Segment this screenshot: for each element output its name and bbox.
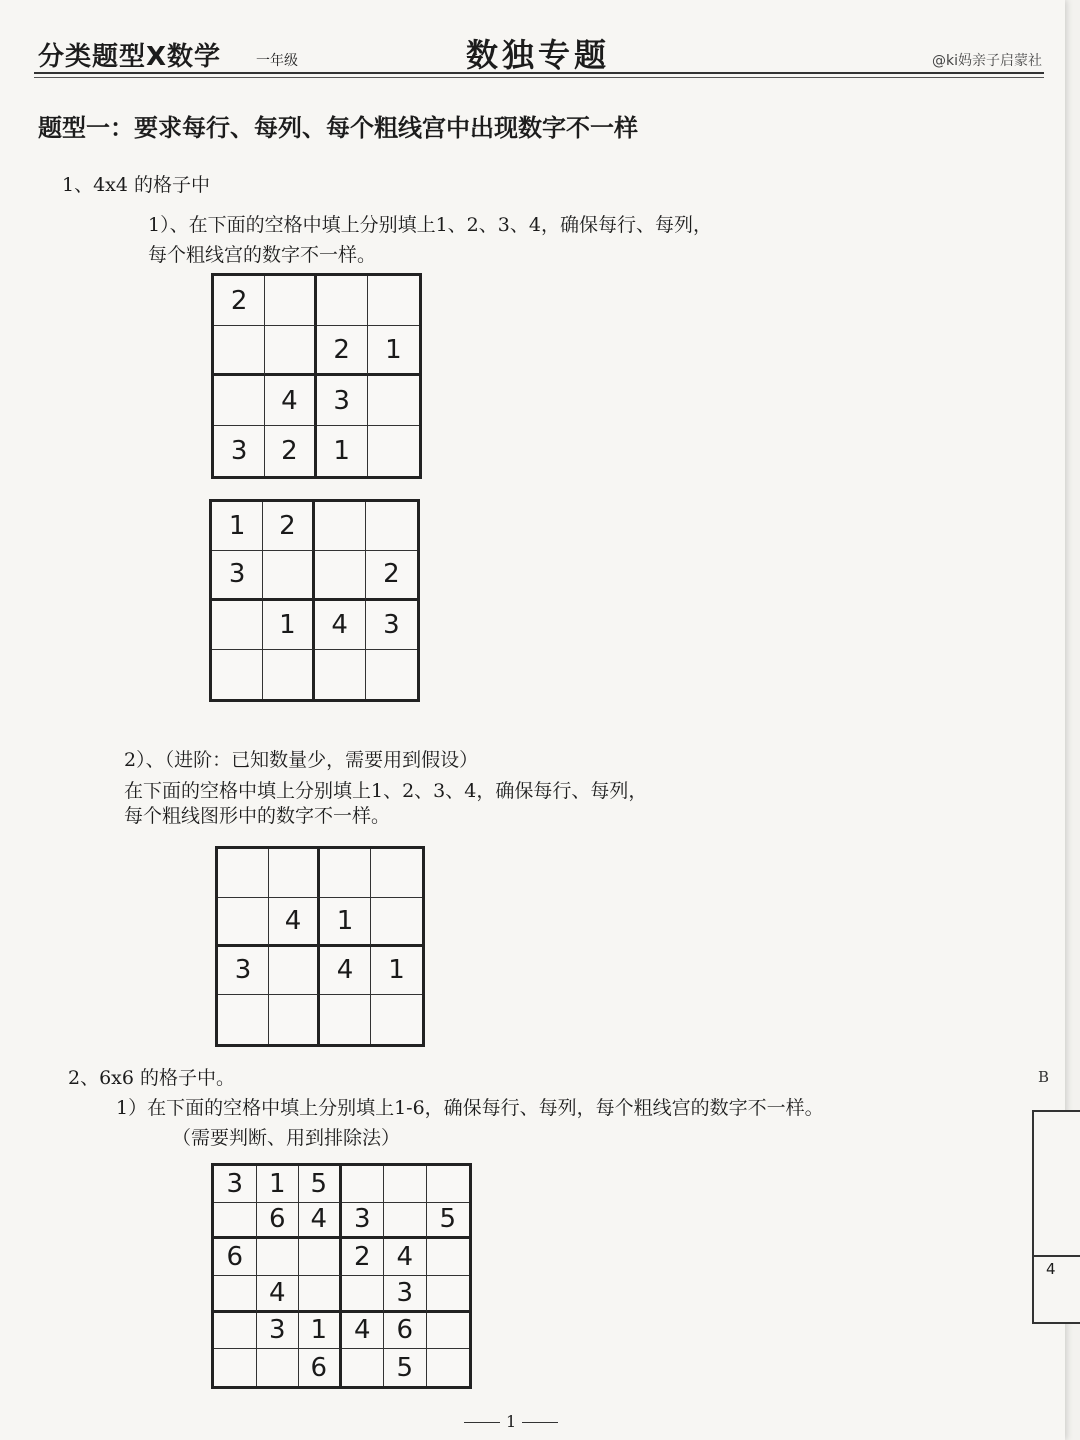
grid-cell: 5 xyxy=(299,1166,342,1203)
grid-cell xyxy=(218,995,269,1044)
header-rule-thin xyxy=(34,77,1044,78)
grid-cell xyxy=(342,1349,385,1386)
grid-cell xyxy=(214,1313,257,1350)
grid-cell: 1 xyxy=(257,1166,300,1203)
grid-cell: 4 xyxy=(265,376,316,426)
grid-cell: 5 xyxy=(427,1203,470,1240)
question-1b-instruction: 在下面的空格中填上分别填上1、2、3、4，确保每行、每列， xyxy=(124,780,648,802)
grid-cell: 5 xyxy=(384,1349,427,1386)
sudoku-grid-6x6 xyxy=(211,1163,472,1389)
sudoku-grid-4x4-c xyxy=(215,846,425,1047)
grid-cell xyxy=(299,1276,342,1313)
grid-cell: 3 xyxy=(212,551,263,600)
next-page-letter: B xyxy=(1038,1068,1050,1086)
sudoku-grid-4x4-b xyxy=(209,499,420,702)
grid-cell xyxy=(214,326,265,376)
page-number xyxy=(458,1412,564,1431)
grade-label: 一年级 xyxy=(256,53,298,69)
series-title: 分类题型X数学 xyxy=(38,42,222,72)
grid-cell xyxy=(427,1276,470,1313)
grid-cell: 1 xyxy=(371,947,422,996)
grid-cell: 1 xyxy=(263,601,314,650)
grid-cell xyxy=(299,1239,342,1276)
question-2-title: 2、6x6 的格子中。 xyxy=(68,1067,236,1089)
grid-cell: 4 xyxy=(320,947,371,996)
grid-cell xyxy=(269,947,320,996)
page-number-value: 1 xyxy=(506,1412,517,1431)
grid-cell xyxy=(366,502,417,551)
grid-cell: 4 xyxy=(299,1203,342,1240)
grid-cell xyxy=(320,995,371,1044)
grid-cell: 3 xyxy=(342,1203,385,1240)
next-page-grid-line xyxy=(1032,1255,1080,1257)
grid-cell: 4 xyxy=(384,1239,427,1276)
grid-cell xyxy=(214,1349,257,1386)
grid-cell: 1 xyxy=(317,426,368,476)
grid-cell: 2 xyxy=(214,276,265,326)
grid-cell: 3 xyxy=(366,601,417,650)
grid-cell xyxy=(269,995,320,1044)
grid-cell: 3 xyxy=(214,426,265,476)
grid-cell: 6 xyxy=(214,1239,257,1276)
question-2a-hint: （需要判断、用到排除法） xyxy=(172,1127,401,1149)
grid-cell: 2 xyxy=(317,326,368,376)
grid-cell xyxy=(427,1349,470,1386)
grid-cell: 6 xyxy=(299,1349,342,1386)
grid-cell xyxy=(212,601,263,650)
grid-cell xyxy=(263,551,314,600)
grid-cell: 3 xyxy=(214,1166,257,1203)
grid-cell: 2 xyxy=(263,502,314,551)
grid-cell xyxy=(371,849,422,898)
grid-cell: 3 xyxy=(317,376,368,426)
grid-cell xyxy=(218,849,269,898)
grid-cell xyxy=(214,376,265,426)
grid-cell xyxy=(212,650,263,699)
grid-cell: 1 xyxy=(368,326,419,376)
question-1-title: 1、4x4 的格子中 xyxy=(62,174,211,196)
question-2a-instruction: 1）在下面的空格中填上分别填上1-6，确保每行、每列，每个粗线宫的数字不一样。 xyxy=(116,1097,824,1119)
grid-cell xyxy=(427,1313,470,1350)
grid-cell xyxy=(257,1239,300,1276)
page-title: 数独专题 xyxy=(466,36,611,74)
grid-cell xyxy=(368,276,419,326)
grid-cell xyxy=(269,849,320,898)
grid-cell: 2 xyxy=(265,426,316,476)
grid-cell xyxy=(317,276,368,326)
grid-cell xyxy=(265,276,316,326)
grid-cell: 6 xyxy=(257,1203,300,1240)
grid-cell xyxy=(263,650,314,699)
next-page-cell-value: 4 xyxy=(1046,1260,1056,1278)
grid-cell xyxy=(427,1166,470,1203)
grid-cell: 1 xyxy=(299,1313,342,1350)
grid-cell xyxy=(315,502,366,551)
grid-cell xyxy=(342,1276,385,1313)
next-page-grid-edge xyxy=(1032,1110,1080,1324)
grid-cell: 6 xyxy=(384,1313,427,1350)
grid-cell xyxy=(214,1203,257,1240)
grid-cell xyxy=(218,898,269,947)
grid-cell: 1 xyxy=(212,502,263,551)
grid-cell: 2 xyxy=(342,1239,385,1276)
grid-cell xyxy=(320,849,371,898)
grid-cell xyxy=(214,1276,257,1313)
question-1a-instruction: 1）、在下面的空格中填上分别填上1、2、3、4，确保每行、每列， xyxy=(148,214,712,236)
grid-cell xyxy=(384,1203,427,1240)
grid-cell: 1 xyxy=(320,898,371,947)
grid-cell: 4 xyxy=(342,1313,385,1350)
grid-cell xyxy=(265,326,316,376)
sudoku-grid-4x4-a xyxy=(211,273,422,479)
brand-label: @ki妈亲子启蒙社 xyxy=(932,53,1042,69)
grid-cell: 4 xyxy=(269,898,320,947)
question-1b-instruction-cont: 每个粗线图形中的数字不一样。 xyxy=(124,805,391,827)
grid-cell xyxy=(342,1166,385,1203)
grid-cell xyxy=(427,1239,470,1276)
grid-cell xyxy=(366,650,417,699)
grid-cell: 3 xyxy=(384,1276,427,1313)
grid-cell: 3 xyxy=(257,1313,300,1350)
grid-cell xyxy=(384,1166,427,1203)
grid-cell: 4 xyxy=(315,601,366,650)
grid-cell xyxy=(371,898,422,947)
question-1a-instruction-cont: 每个粗线宫的数字不一样。 xyxy=(148,244,377,266)
question-1b-title: 2）、（进阶：已知数量少，需要用到假设） xyxy=(124,749,479,771)
grid-cell xyxy=(315,650,366,699)
grid-cell: 3 xyxy=(218,947,269,996)
header-rule xyxy=(34,72,1044,74)
grid-cell: 4 xyxy=(257,1276,300,1313)
section-title: 题型一：要求每行、每列、每个粗线宫中出现数字不一样 xyxy=(38,113,638,142)
grid-cell xyxy=(368,426,419,476)
grid-cell xyxy=(257,1349,300,1386)
grid-cell xyxy=(315,551,366,600)
grid-cell xyxy=(371,995,422,1044)
grid-cell: 2 xyxy=(366,551,417,600)
grid-cell xyxy=(368,376,419,426)
